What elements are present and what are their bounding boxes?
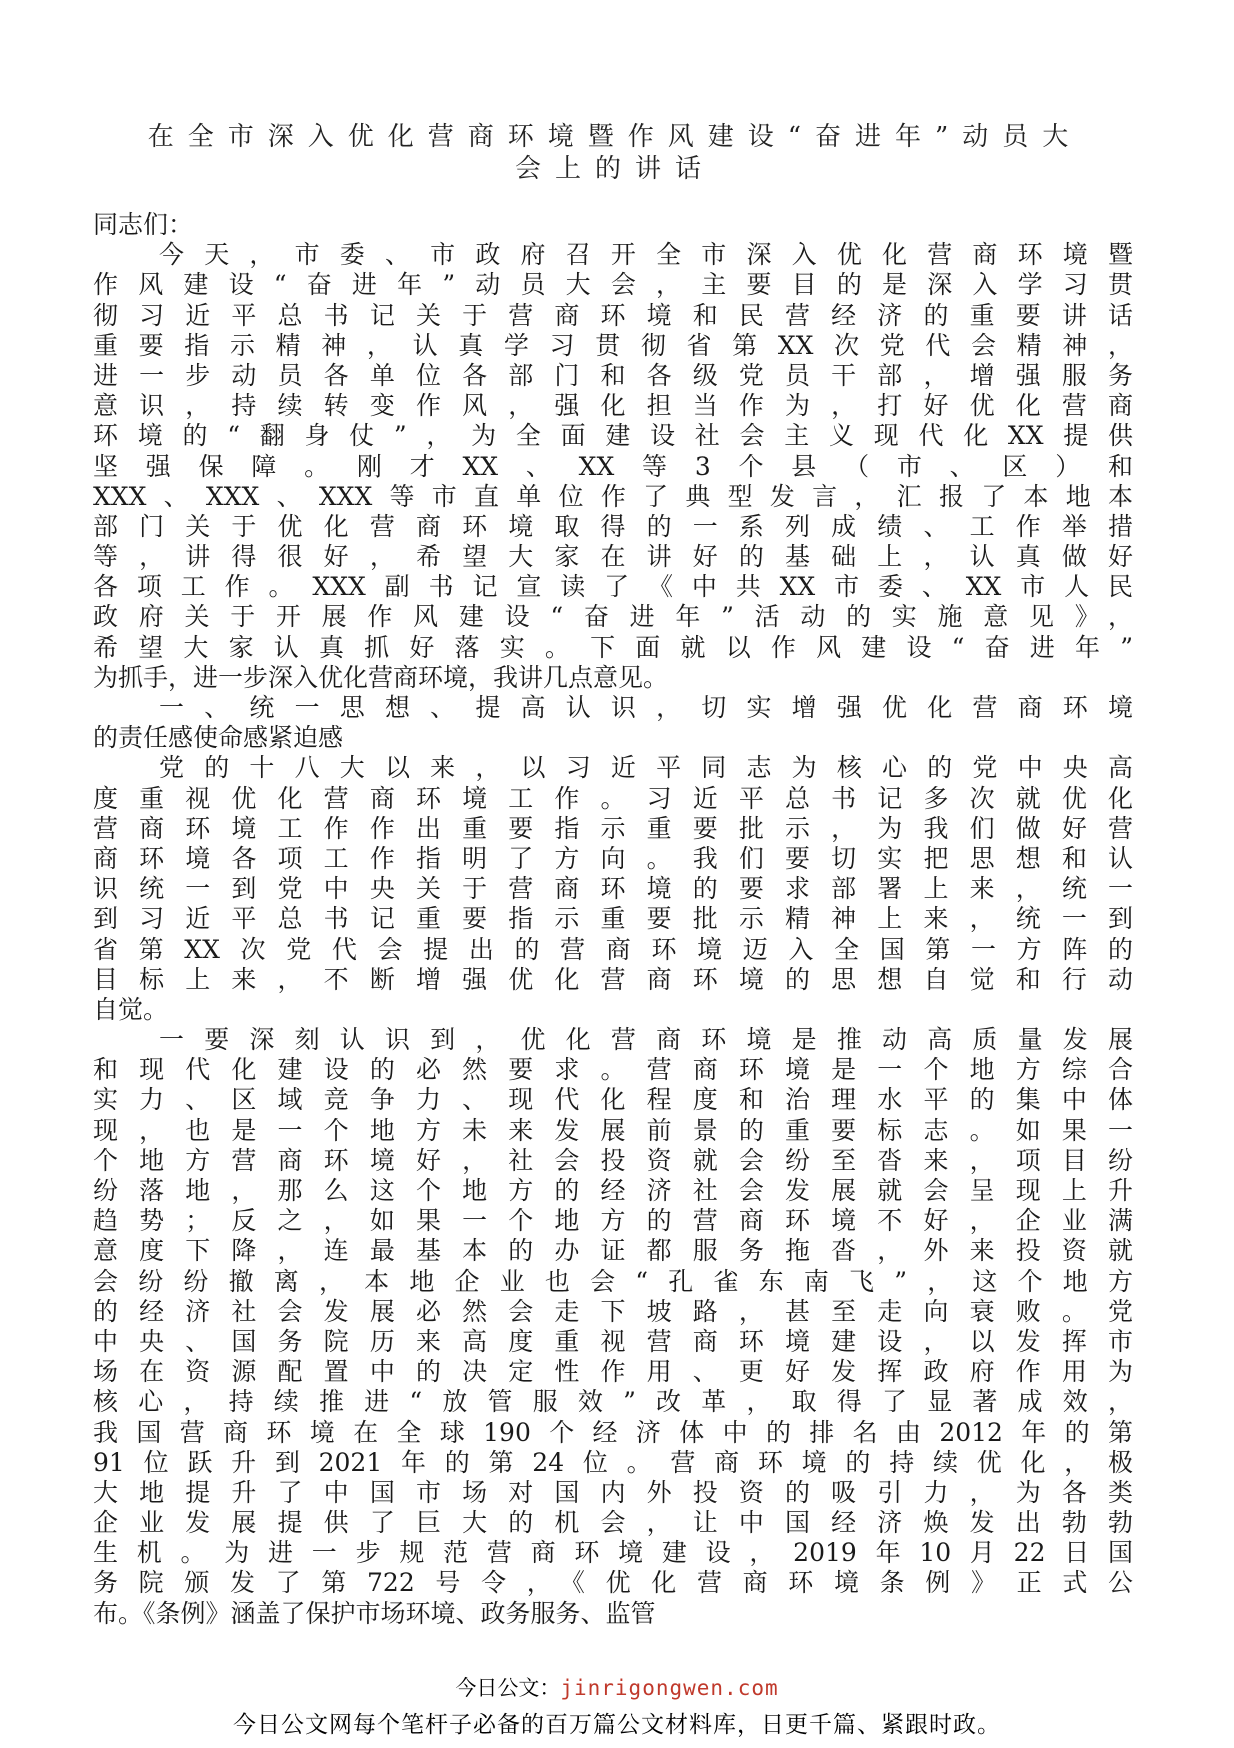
paragraph-line: 同志们：	[93, 210, 194, 239]
paragraph-line: 进一步动员各单位各部门和各级党员干部，增强服务	[93, 360, 1133, 390]
paragraph-line: 布。《条例》涵盖了保护市场环境、政务服务、监管	[93, 1598, 656, 1628]
paragraph-line: 作风建设“奋进年”动员大会，主要目的是深入学习贯	[93, 270, 1133, 300]
paragraph-line: 91位跃升到2021年的第24位。营商环境的持续优化，极	[93, 1447, 1133, 1477]
paragraph-line: 商环境各项工作指明了方向。我们要切实把思想和认	[93, 843, 1133, 873]
paragraph-line: 的经济社会发展必然会走下坡路，甚至走向衰败。党	[93, 1296, 1133, 1326]
paragraph-line: 今天，市委、市政府召开全市深入优化营商环境暨	[159, 240, 1133, 270]
paragraph-line: 企业发展提供了巨大的机会，让中国经济焕发出勃勃	[93, 1508, 1133, 1538]
paragraph-line: 一、统一思想、提高认识，切实增强优化营商环境	[159, 693, 1133, 722]
footer-brand	[0, 1672, 1234, 1702]
paragraph-line: 营商环境工作作出重要指示重要批示，为我们做好营	[93, 813, 1133, 843]
paragraph-line: 各项工作。XXX副书记宣读了《中共XX市委、XX市人民	[93, 572, 1133, 602]
paragraph-line: 识统一到党中央关于营商环境的要求部署上来，统一	[93, 874, 1133, 904]
paragraph-line: 彻习近平总书记关于营商环境和民营经济的重要讲话	[93, 300, 1133, 330]
paragraph-line: 趋势；反之，如果一个地方的营商环境不好，企业满	[93, 1206, 1133, 1236]
paragraph-line: 大地提升了中国市场对国内外投资的吸引力，为各类	[93, 1477, 1133, 1507]
paragraph-line: 会纷纷撤离，本地企业也会“孔雀东南飞”，这个地方	[93, 1266, 1133, 1296]
paragraph-line: 中央、国务院历来高度重视营商环境建设，以发挥市	[93, 1326, 1133, 1356]
paragraph-line: 意度下降，连最基本的办证都服务拖沓，外来投资就	[93, 1236, 1133, 1266]
document-title-line-2: 会上的讲话	[514, 154, 715, 184]
paragraph-line: 个地方营商环境好，社会投资就会纷至沓来，项目纷	[93, 1145, 1133, 1175]
paragraph-line: 政府关于开展作风建设“奋进年”活动的实施意见》，	[93, 602, 1133, 632]
paragraph-line: 重要指示精神，认真学习贯彻省第XX次党代会精神，	[93, 330, 1133, 360]
paragraph-line: 和现代化建设的必然要求。营商环境是一个地方综合	[93, 1055, 1133, 1085]
paragraph-line: 到习近平总书记重要指示重要批示精神上来，统一到	[93, 904, 1133, 934]
paragraph-line: 实力、区域竞争力、现代化程度和治理水平的集中体	[93, 1085, 1133, 1115]
paragraph-line: 现，也是一个地方未来发展前景的重要标志。如果一	[93, 1115, 1133, 1145]
paragraph-line: 自觉。	[93, 994, 169, 1024]
footer-slogan: 今日公文网每个笔杆子必备的百万篇公文材料库，日更千篇、紧跟时政。	[233, 1712, 1001, 1738]
paragraph-line: 场在资源配置中的决定性作用、更好发挥政府作用为	[93, 1357, 1133, 1387]
paragraph-line: 坚强保障。刚才XX、XX等3个县（市、区）和	[93, 451, 1133, 481]
paragraph-line: 为抓手，进一步深入优化营商环境，我讲几点意见。	[93, 662, 669, 692]
paragraph-line: 的责任感使命感紧迫感	[93, 723, 344, 753]
document-body	[93, 210, 1133, 1629]
paragraph-line: 希望大家认真抓好落实。下面就以作风建设“奋进年”	[93, 632, 1133, 662]
paragraph-line: 纷落地，那么这个地方的经济社会发展就会呈现上升	[93, 1176, 1133, 1205]
paragraph-line: 意识，持续转变作风，强化担当作为，打好优化营商	[93, 391, 1133, 421]
paragraph-line: 度重视优化营商环境工作。习近平总书记多次就优化	[93, 783, 1133, 813]
footer-brand-prefix: 今日公文：	[455, 1676, 561, 1700]
paragraph-line: 部门关于优化营商环境取得的一系列成绩、工作举措	[93, 511, 1133, 541]
paragraph-line: 务院颁发了第722号令，《优化营商环境条例》正式公	[93, 1568, 1133, 1598]
paragraph-line: 我国营商环境在全球190个经济体中的排名由2012年的第	[93, 1417, 1133, 1447]
paragraph-line: 省第XX次党代会提出的营商环境迈入全国第一方阵的	[93, 934, 1133, 964]
paragraph-line: 一要深刻认识到，优化营商环境是推动高质量发展	[159, 1025, 1133, 1055]
footer-brand-url[interactable]: jinrigongwen.com	[560, 1676, 779, 1700]
paragraph-line: 生机。为进一步规范营商环境建设，2019年10月22日国	[93, 1538, 1133, 1568]
paragraph-line: 环境的“翻身仗”，为全面建设社会主义现代化XX提供	[93, 421, 1133, 451]
paragraph-line: 核心，持续推进“放管服效”改革，取得了显著成效，	[93, 1387, 1133, 1417]
document-title-line-1: 在全市深入优化营商环境暨作风建设“奋进年”动员大	[147, 122, 1083, 152]
paragraph-line: 目标上来，不断增强优化营商环境的思想自觉和行动	[93, 964, 1133, 994]
paragraph-line: 党的十八大以来，以习近平同志为核心的党中央高	[159, 753, 1133, 783]
paragraph-line: 等，讲得很好，希望大家在讲好的基础上，认真做好	[93, 542, 1133, 572]
paragraph-line: XXX、XXX、XXX等市直单位作了典型发言，汇报了本地本	[93, 481, 1133, 511]
